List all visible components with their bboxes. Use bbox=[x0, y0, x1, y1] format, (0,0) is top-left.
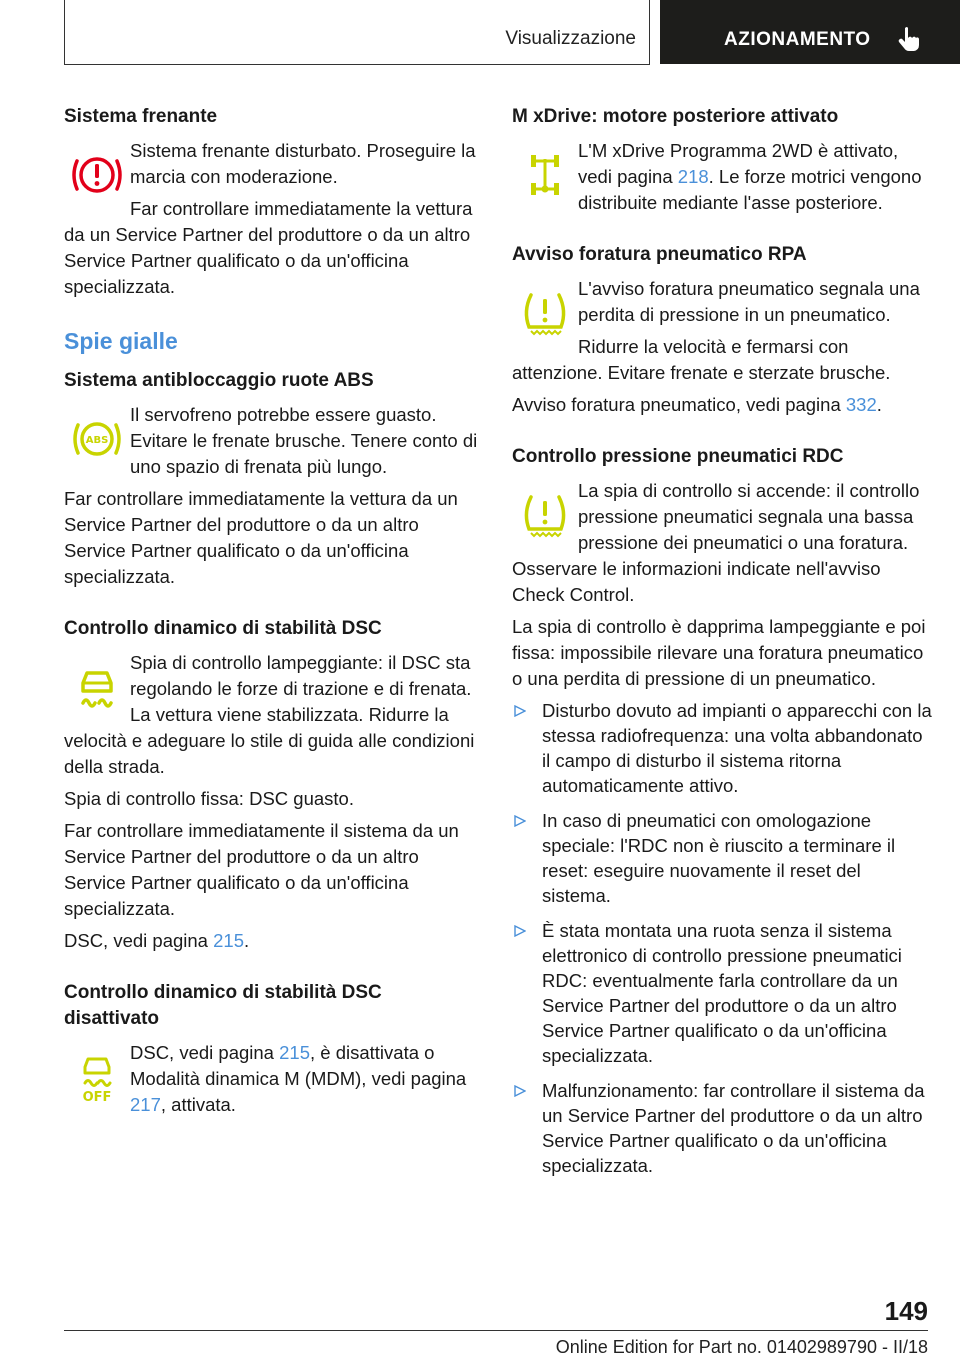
paragraph: Far controllare immediatamente il sistema da un Service Partner del produttore o da un altro Service Partner qualificato o da un'officina specializzata. bbox=[64, 820, 459, 919]
entry-title: Controllo pressione pneumatici RDC bbox=[512, 446, 844, 467]
entry-rpa bbox=[512, 242, 932, 418]
entry-title: Avviso foratura pneumatico RPA bbox=[512, 244, 807, 265]
chapter-tab bbox=[660, 0, 960, 64]
paragraph: L'avviso foratura pneumatico segnala una perdita di pressione in un pneumatico. bbox=[578, 278, 920, 325]
list-item-text: È stata montata una ruota senza il sistema elettronico di controllo pressione pneumatici RDC: eventualmente farla controllare da un Service Partner del produttore o da un altro Service Partner qualificato o da un'officina specializzata. bbox=[542, 920, 902, 1066]
dsc-off-icon bbox=[69, 1049, 125, 1105]
page-link-332[interactable]: 332 bbox=[845, 394, 877, 415]
page-number: 149 bbox=[884, 1296, 928, 1326]
triangle-bullet-icon bbox=[514, 705, 526, 717]
ref-end: . bbox=[244, 930, 250, 951]
dsc-icon bbox=[69, 659, 125, 715]
paragraph: La spia di controllo è dapprima lampeggiante e poi fissa: impossibile rilevare una foratura pneumatico o una perdita di pressione di un pneumatico. bbox=[512, 616, 926, 689]
ref-text: Avviso foratura pneumatico, vedi pagina bbox=[512, 394, 846, 415]
page-link-218[interactable]: 218 bbox=[677, 166, 709, 187]
rear-axle-icon bbox=[517, 147, 573, 203]
hand-pointer-icon bbox=[898, 26, 920, 52]
paragraph: Spia di controllo fissa: DSC guasto. bbox=[64, 788, 354, 809]
svg-text:ABS: ABS bbox=[85, 435, 109, 446]
header-rule bbox=[64, 64, 650, 65]
list-item bbox=[512, 1078, 932, 1178]
list-item bbox=[512, 698, 932, 798]
entry-dsc-off bbox=[64, 980, 480, 1118]
ref-text: . Le forze motrici vengono distribuite mediante l'asse posteriore. bbox=[578, 166, 922, 213]
paragraph: Ridurre la velocità e fermarsi con attenzione. Evitare frenate e sterzate brusche. bbox=[512, 336, 891, 383]
entry-title: Controllo dinamico di stabilità DSC bbox=[64, 618, 382, 639]
list-item-text: Malfunzionamento: far controllare il sistema da un Service Partner del produttore o da un altro Service Partner qualificato o da un'officina specializzata. bbox=[542, 1080, 925, 1176]
abs-icon bbox=[69, 411, 125, 467]
entry-title: Controllo dinamico di stabilità DSC disattivato bbox=[64, 982, 382, 1029]
footer-rule bbox=[64, 1330, 928, 1331]
triangle-bullet-icon bbox=[514, 925, 526, 937]
right-column bbox=[512, 104, 932, 1204]
paragraph: La spia di controllo si accende: il controllo pressione pneumatici segnala una bassa pressione dei pneumatici o una foratura. Osservare le informazioni indicate nell'avviso Check Control. bbox=[512, 480, 920, 605]
page-link-217[interactable]: 217 bbox=[130, 1094, 161, 1115]
footer-edition: Online Edition for Part no. 01402989790 - II/18 bbox=[555, 1337, 928, 1357]
entry-title: Sistema antibloccaggio ruote ABS bbox=[64, 370, 374, 391]
list-item-text: In caso di pneumatici con omologazione speciale: l'RDC non è riuscito a terminare il reset: eseguire nuovamente il reset del sistema. bbox=[542, 810, 896, 906]
entry-title: Sistema frenante bbox=[64, 106, 218, 127]
left-column bbox=[64, 104, 480, 1144]
ref-text: DSC, vedi pagina bbox=[64, 930, 214, 951]
entry-dsc bbox=[64, 616, 480, 954]
page-link-215[interactable]: 215 bbox=[213, 930, 244, 951]
ref-text: , è disattivata o Modalità dinamica M (MDM), vedi pagina bbox=[130, 1042, 467, 1089]
entry-rdc bbox=[512, 444, 932, 1178]
chapter-tab-label: AZIONAMENTO bbox=[724, 29, 871, 50]
ref-end: . bbox=[876, 394, 882, 415]
triangle-bullet-icon bbox=[514, 1085, 526, 1097]
list-item bbox=[512, 808, 932, 908]
paragraph: Far controllare immediatamente la vettura da un Service Partner del produttore o da un altro Service Partner qualificato o da un'officina specializzata. bbox=[64, 198, 473, 297]
section-title: Visualizzazione bbox=[505, 28, 636, 49]
tire-pressure-icon bbox=[517, 487, 573, 543]
header-rule-right bbox=[649, 0, 650, 65]
entry-abs bbox=[64, 368, 480, 590]
ref-text: DSC, vedi pagina bbox=[130, 1042, 280, 1063]
paragraph bbox=[64, 928, 480, 954]
list-item bbox=[512, 918, 932, 1068]
paragraph: Spia di controllo lampeggiante: il DSC sta regolando le forze di trazione e di frenata. La vettura viene stabilizzata. Ridurre la velocità e adeguare lo stile di guida alle condizioni della strada. bbox=[64, 652, 475, 777]
tire-pressure-icon bbox=[517, 285, 573, 341]
header-rule-left bbox=[64, 0, 65, 65]
section-heading: Spie gialle bbox=[64, 328, 178, 354]
paragraph: Sistema frenante disturbato. Proseguire la marcia con moderazione. bbox=[130, 140, 476, 187]
triangle-bullet-icon bbox=[514, 815, 526, 827]
paragraph bbox=[512, 392, 932, 418]
ref-text: L'M xDrive Programma 2WD è attivato, vedi pagina bbox=[578, 140, 899, 187]
list-item-text: Disturbo dovuto ad impianti o apparecchi con la stessa radiofrequenza: una volta abbandonato il campo di disturbo il sistema ritorna automaticamente attivo. bbox=[542, 700, 932, 796]
brake-warning-icon bbox=[69, 147, 125, 203]
entry-title: M xDrive: motore posteriore attivato bbox=[512, 106, 839, 127]
bullet-list bbox=[512, 698, 932, 1178]
svg-text:OFF: OFF bbox=[82, 1090, 112, 1105]
entry-xdrive bbox=[512, 104, 932, 216]
entry-brake-system bbox=[64, 104, 480, 300]
paragraph: Il servofreno potrebbe essere guasto. Evitare le frenate brusche. Tenere conto di uno spazio di frenata più lungo. bbox=[130, 404, 478, 477]
paragraph: Far controllare immediatamente la vettura da un Service Partner del produttore o da un altro Service Partner qualificato o da un'officina specializzata. bbox=[64, 488, 458, 587]
ref-text: , attivata. bbox=[160, 1094, 236, 1115]
page-link-215[interactable]: 215 bbox=[279, 1042, 310, 1063]
